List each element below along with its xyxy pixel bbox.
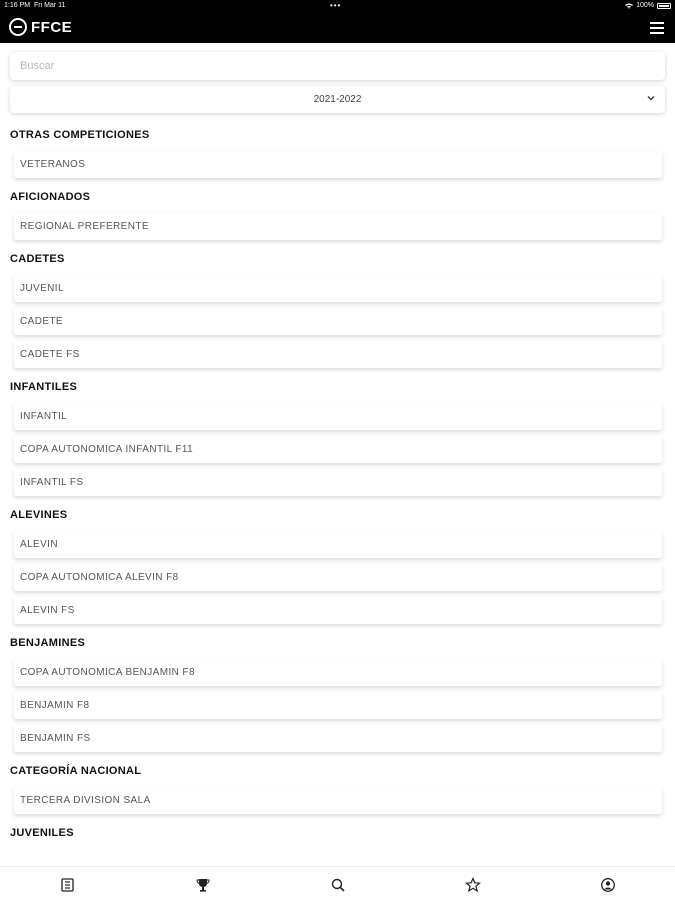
competition-item[interactable]: BENJAMIN F8 <box>14 692 662 719</box>
competition-item[interactable]: CADETE <box>14 308 662 335</box>
chevron-down-icon <box>647 94 655 102</box>
hamburger-icon-line <box>650 22 664 24</box>
status-bar <box>0 0 675 12</box>
app-title: FFCE <box>31 18 73 36</box>
competition-item[interactable]: BENJAMIN FS <box>14 725 662 752</box>
battery-icon <box>657 3 671 9</box>
section-title: AFICIONADOS <box>10 191 91 203</box>
season-select[interactable] <box>10 86 665 113</box>
multitask-dots[interactable]: ••• <box>330 1 342 10</box>
battery-percent: 100% <box>636 2 654 9</box>
section-title: ALEVINES <box>10 509 68 521</box>
competition-item[interactable]: COPA AUTONOMICA INFANTIL F11 <box>14 436 662 463</box>
competition-item[interactable]: INFANTIL <box>14 403 662 430</box>
star-icon <box>465 877 481 893</box>
app-header <box>0 12 675 43</box>
competition-section <box>0 509 675 624</box>
section-title: INFANTILES <box>10 381 78 393</box>
search-icon <box>330 877 346 893</box>
competition-section <box>0 381 675 496</box>
news-icon <box>60 877 76 893</box>
hamburger-icon-line <box>650 32 664 34</box>
competition-item[interactable]: ALEVIN <box>14 531 662 558</box>
tab-search[interactable] <box>330 877 346 893</box>
main-content[interactable] <box>0 43 675 865</box>
competition-item[interactable]: REGIONAL PREFERENTE <box>14 213 662 240</box>
competition-item[interactable]: VETERANOS <box>14 151 662 178</box>
competition-section <box>0 637 675 752</box>
competition-list <box>0 129 675 853</box>
tab-bar <box>0 866 675 900</box>
section-title: JUVENILES <box>10 827 74 839</box>
season-value: 2021-2022 <box>313 94 362 105</box>
tab-favorites[interactable] <box>465 877 481 893</box>
status-right <box>625 2 671 9</box>
search-input[interactable] <box>10 52 665 80</box>
competition-section <box>0 129 675 178</box>
competition-item[interactable]: ALEVIN FS <box>14 597 662 624</box>
trophy-icon <box>195 877 211 893</box>
section-title: OTRAS COMPETICIONES <box>10 129 150 141</box>
ffce-logo-icon <box>9 18 27 36</box>
competition-section <box>0 765 675 814</box>
competition-section <box>0 191 675 240</box>
section-title: BENJAMINES <box>10 637 86 649</box>
competition-item[interactable]: COPA AUTONOMICA ALEVIN F8 <box>14 564 662 591</box>
section-title: CADETES <box>10 253 65 265</box>
competition-section <box>0 253 675 368</box>
status-time-date: 1:16 PM Fri Mar 11 <box>4 2 66 9</box>
competition-item[interactable]: JUVENIL <box>14 275 662 302</box>
tab-competitions[interactable] <box>195 877 211 893</box>
competition-item[interactable]: COPA AUTONOMICA BENJAMIN F8 <box>14 659 662 686</box>
competition-section <box>0 827 675 840</box>
app-logo[interactable] <box>9 18 72 36</box>
section-title: CATEGORÍA NACIONAL <box>10 765 142 777</box>
competition-item[interactable]: INFANTIL FS <box>14 469 662 496</box>
competition-item[interactable]: CADETE FS <box>14 341 662 368</box>
hamburger-icon-line <box>650 27 664 29</box>
wifi-icon <box>625 3 633 9</box>
tab-news[interactable] <box>60 877 76 893</box>
profile-icon <box>600 877 616 893</box>
tab-profile[interactable] <box>600 877 616 893</box>
competition-item[interactable]: TERCERA DIVISION SALA <box>14 787 662 814</box>
menu-button[interactable] <box>650 22 664 34</box>
